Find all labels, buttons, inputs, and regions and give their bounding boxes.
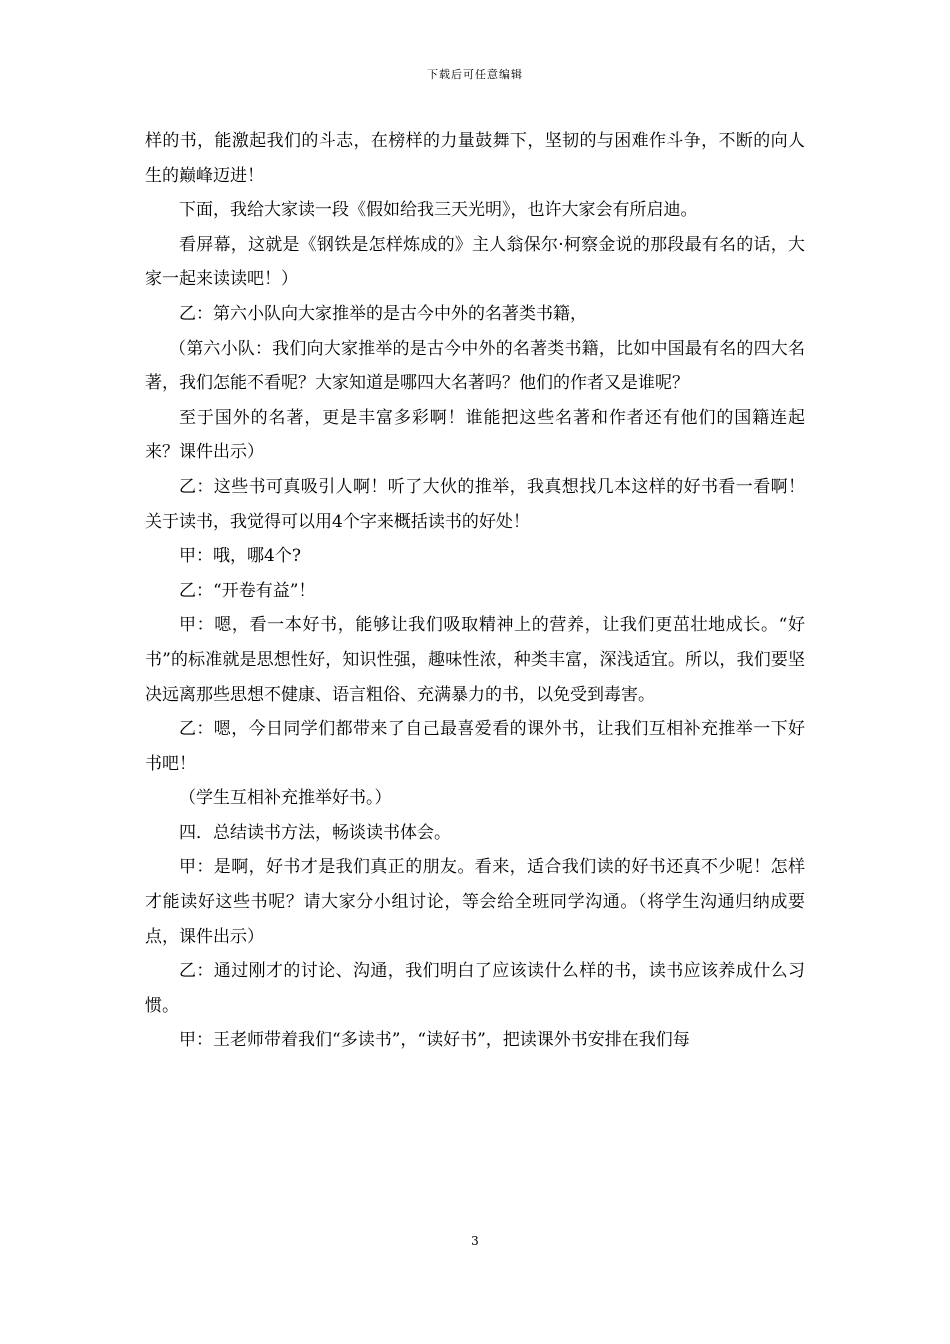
page-number: 3 — [471, 1234, 479, 1248]
section-heading: 四．总结读书方法，畅谈读书体会。 — [179, 822, 451, 843]
paragraph: 看屏幕，这就是《钢铁是怎样炼成的》主人翁保尔·柯察金说的那段最有名的话，大家一起来读读吧！） — [145, 234, 805, 290]
paragraph: 甲：哦，哪4个? — [179, 546, 301, 567]
paragraph: 乙：这些书可真吸引人啊！听了大伙的推举，我真想找几本这样的好书看一看啊！关于读书，我觉得可以用4个字来概括读书的好处！ — [145, 476, 805, 532]
paragraph: （学生互相补充推举好书。） — [179, 788, 392, 809]
paragraph: 甲：王老师带着我们“多读书”，“读好书”，把读课外书安排在我们每 — [179, 1030, 690, 1051]
paragraph: 乙：通过刚才的讨论、沟通，我们明白了应该读什么样的书，读书应该养成什么习惯。 — [145, 961, 805, 1016]
document-body — [145, 124, 805, 1058]
paragraph: 下面，我给大家读一段《假如给我三天光明》，也许大家会有所启迪。 — [179, 200, 698, 221]
paragraph: 乙：第六小队向大家推举的是古今中外的名著类书籍， — [179, 303, 587, 324]
paragraph: 样的书，能激起我们的斗志，在榜样的力量鼓舞下，坚韧的与困难作斗争，不断的向人生的巅峰迈进！ — [145, 131, 805, 186]
page-header: 下载后可任意编辑 — [427, 68, 523, 81]
paragraph: 甲：是啊，好书才是我们真正的朋友。看来，适合我们读的好书还真不少呢！怎样才能读好这些书呢？请大家分小组讨论，等会给全班同学沟通。（将学生沟通归纳成要点，课件出示） — [145, 857, 805, 947]
paragraph: 乙：嗯，今日同学们都带来了自己最喜爱看的课外书，让我们互相补充推举一下好书吧！ — [145, 719, 805, 774]
paragraph: 甲：嗯，看一本好书，能够让我们吸取精神上的营养，让我们更茁壮地成长。“好书”的标准就是思想性好，知识性强，趣味性浓，种类丰富，深浅适宜。所以，我们要坚决远离那些思想不健康、语言粗俗、充满暴力的书，以免受到毒害。 — [145, 615, 805, 705]
paragraph: 乙：“开卷有益”！ — [179, 580, 316, 601]
paragraph: 至于国外的名著，更是丰富多彩啊！谁能把这些名著和作者还有他们的国籍连起来？课件出示） — [145, 407, 805, 463]
paragraph: （第六小队：我们向大家推举的是古今中外的名著类书籍，比如中国最有名的四大名著，我们怎能不看呢？大家知道是哪四大名著吗？他们的作者又是谁呢？ — [145, 338, 805, 394]
